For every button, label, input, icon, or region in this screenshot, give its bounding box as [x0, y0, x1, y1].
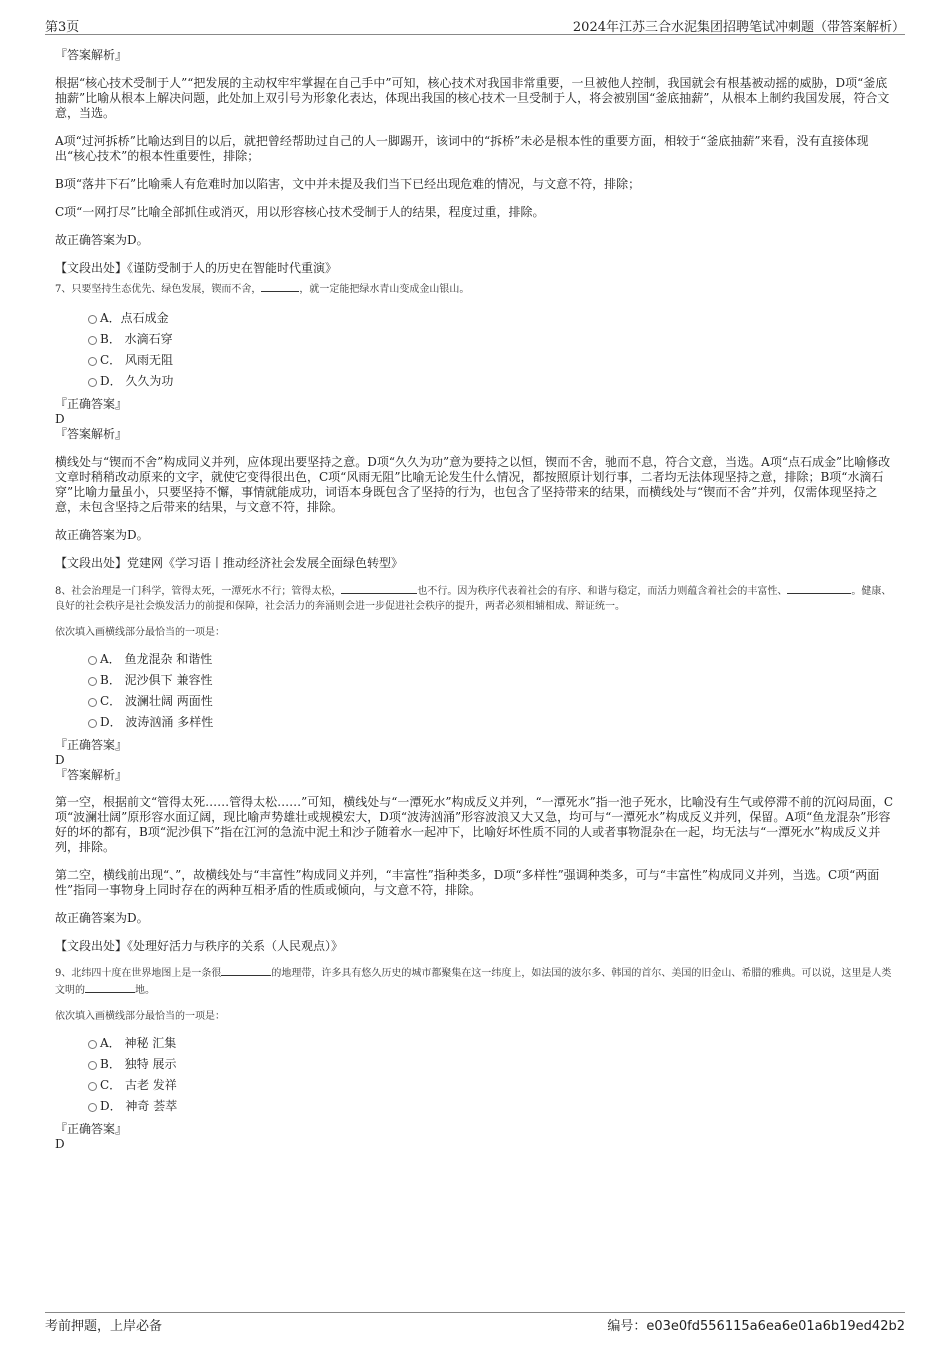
option-label: D． 神奇 荟萃 — [100, 1099, 178, 1113]
page-header — [45, 14, 905, 35]
page-footer — [45, 1312, 905, 1334]
fill-blank — [221, 964, 271, 976]
source-citation: 【文段出处】《谨防受制于人的历史在智能时代重演》 — [55, 261, 338, 275]
stem-part: ，就一定能把绿水青山变成金山银山。 — [299, 284, 470, 295]
stem-part: 8、社会治理是一门科学，管得太死，一潭死水不行；管得太松， — [55, 586, 342, 597]
analysis-label: 『答案解析』 — [55, 48, 128, 62]
page-content — [55, 44, 897, 1152]
document-code: 编号：e03e0fd556115a6ea6e01a6b19ed42b2 — [607, 1319, 905, 1334]
correct-answer-label: 『正确答案』 — [55, 738, 128, 752]
option-d[interactable] — [55, 715, 897, 736]
fill-blank — [787, 582, 851, 594]
option-label: C． 古老 发祥 — [100, 1078, 177, 1092]
analysis-paragraph: C项“一网打尽”比喻全部抓住或消灭，用以形容核心技术受制于人的结果，程度过重，排除。 — [55, 205, 545, 219]
option-label: A． 神秘 汇集 — [100, 1036, 177, 1050]
question-prompt: 依次填入画横线部分最恰当的一项是： — [55, 627, 225, 638]
option-d[interactable] — [55, 1099, 897, 1120]
conclusion: 故正确答案为D。 — [55, 528, 149, 542]
radio-icon[interactable] — [88, 698, 97, 707]
conclusion: 故正确答案为D。 — [55, 911, 149, 925]
radio-icon[interactable] — [88, 1103, 97, 1112]
page-number: 第3页 — [45, 20, 80, 35]
option-label: C． 风雨无阻 — [100, 353, 173, 367]
correct-answer: D — [55, 412, 65, 426]
question-stem — [55, 582, 897, 614]
stem-part: 7、只要坚持生态优先、绿色发展，锲而不舍， — [55, 284, 262, 295]
radio-icon[interactable] — [88, 719, 97, 728]
footer-slogan: 考前押题，上岸必备 — [45, 1319, 163, 1334]
option-c[interactable] — [55, 1078, 897, 1099]
option-c[interactable] — [55, 353, 897, 374]
analysis-paragraph: A项“过河拆桥”比喻达到目的以后，就把曾经帮助过自己的人一脚踢开，该词中的“拆桥”未必是根本性的重要方面，相较于“釜底抽薪”来看，没有直接体现出“核心技术”的根本性重要性，排除； — [55, 134, 869, 163]
radio-icon[interactable] — [88, 656, 97, 665]
option-label: A． 鱼龙混杂 和谐性 — [100, 652, 213, 666]
stem-part: 也不行。因为秩序代表着社会的有序、和谐与稳定，而活力则蕴含着社会的丰富性、 — [417, 586, 788, 597]
option-a[interactable] — [55, 1036, 897, 1057]
option-list — [55, 311, 897, 395]
stem-part: 9、北纬四十度在世界地图上是一条很 — [55, 968, 222, 979]
option-label: B． 泥沙俱下 兼容性 — [100, 673, 213, 687]
option-label: B． 水滴石穿 — [100, 332, 173, 346]
fill-blank — [85, 981, 135, 993]
fill-blank — [261, 280, 299, 292]
stem-part: 的地理带，许多具有悠久历史的城市都聚集在这一纬度上，如法国的波尔多、韩国的首尔、美国的旧金山、希腊的雅典。可以说，这里是人类文明的 — [55, 968, 892, 996]
stem-part: 地。 — [135, 985, 155, 996]
option-b[interactable] — [55, 673, 897, 694]
analysis-label: 『答案解析』 — [55, 768, 128, 782]
question-prompt: 依次填入画横线部分最恰当的一项是： — [55, 1011, 225, 1022]
stem-part: 。健康、良好的社会秩序是社会焕发活力的前提和保障，社会活力的奔涌则会进一步促进社会秩序的提升，两者必须相辅相成、辩证统一。 — [55, 586, 892, 612]
option-label: A．点石成金 — [100, 311, 169, 325]
option-b[interactable] — [55, 332, 897, 353]
option-label: D． 久久为功 — [100, 374, 174, 388]
correct-answer: D — [55, 1137, 65, 1151]
correct-answer-label: 『正确答案』 — [55, 1122, 128, 1136]
correct-answer: D — [55, 753, 65, 767]
fill-blank — [341, 582, 417, 594]
option-list — [55, 1036, 897, 1120]
option-label: B． 独特 展示 — [100, 1057, 177, 1071]
option-label: D． 波涛汹涌 多样性 — [100, 715, 214, 729]
analysis-paragraph: 横线处与“锲而不舍”构成同义并列，应体现出要坚持之意。D项“久久为功”意为要持之以恒，锲而不舍，驰而不息，符合文意，当选。A项“点石成金”比喻修改文章时稍稍改动原来的文字，就使它变得很出色，C项“风雨无阻”比喻无论发生什么情况，都按照原计划行事，二者均无法体现坚持之意，排除；B项“水滴石穿”比喻力量虽小，只要坚持不懈，事情就能成功，词语本身既包含了坚持的行为，也包含了坚持带来的结果，而横线处与“锲而不舍”并列，仅需体现坚持之意，未包含坚持之后带来的结果，与文意不符，排除。 — [55, 455, 891, 514]
radio-icon[interactable] — [88, 1061, 97, 1070]
correct-answer-label: 『正确答案』 — [55, 397, 128, 411]
radio-icon[interactable] — [88, 677, 97, 686]
conclusion: 故正确答案为D。 — [55, 233, 149, 247]
option-list — [55, 652, 897, 736]
option-a[interactable] — [55, 652, 897, 673]
option-d[interactable] — [55, 374, 897, 395]
analysis-paragraph: 根据“核心技术受制于人”“把发展的主动权牢牢掌握在自己手中”可知，核心技术对我国非常重要，一旦被他人控制，我国就会有根基被动摇的威胁，D项“釜底抽薪”比喻从根本上解决问题，此处加上双引号为形象化表达，体现出我国的核心技术一旦受制于人，将会被别国“釜底抽薪”，从根本上制约我国发展，符合文意，当选。 — [55, 76, 890, 120]
option-label: C． 波澜壮阔 两面性 — [100, 694, 213, 708]
analysis-paragraph: B项“落井下石”比喻乘人有危难时加以陷害，文中并未提及我们当下已经出现危难的情况，与文意不符，排除； — [55, 177, 641, 191]
analysis-label: 『答案解析』 — [55, 427, 128, 441]
source-citation: 【文段出处】《处理好活力与秩序的关系（人民观点）》 — [55, 939, 344, 953]
radio-icon[interactable] — [88, 1040, 97, 1049]
analysis-paragraph: 第二空，横线前出现“、”，故横线处与“丰富性”构成同义并列，“丰富性”指种类多，D项“多样性”强调种类多，可与“丰富性”构成同义并列，当选。C项“两面性”指同一事物身上同时存在的两种互相矛盾的性质或倾向，与文意不符，排除。 — [55, 868, 880, 897]
option-b[interactable] — [55, 1057, 897, 1078]
analysis-paragraph: 第一空，根据前文“管得太死……管得太松……”可知，横线处与“一潭死水”构成反义并列，“一潭死水”指一池子死水，比喻没有生气或停滞不前的沉闷局面，C项“波澜壮阔”原形容水面辽阔，现比喻声势雄壮或规模宏大，D项“波涛汹涌”形容波浪又大又急，均可与“一潭死水”构成反义并列，保留。A项“鱼龙混杂”形容好的坏的都有，B项“泥沙俱下”指在江河的急流中泥土和沙子随着水一起冲下，比喻好坏性质不同的人或者事物混杂在一起，均无法与“一潭死水”构成反义并列，排除。 — [55, 795, 893, 854]
option-a[interactable] — [55, 311, 897, 332]
radio-icon[interactable] — [88, 1082, 97, 1091]
radio-icon[interactable] — [88, 336, 97, 345]
document-title: 2024年江苏三合水泥集团招聘笔试冲刺题（带答案解析） — [572, 20, 905, 35]
source-citation: 【文段出处】党建网《学习语丨推动经济社会发展全面绿色转型》 — [55, 556, 404, 570]
option-c[interactable] — [55, 694, 897, 715]
radio-icon[interactable] — [88, 378, 97, 387]
radio-icon[interactable] — [88, 357, 97, 366]
radio-icon[interactable] — [88, 315, 97, 324]
question-stem — [55, 280, 897, 297]
question-stem — [55, 964, 897, 998]
